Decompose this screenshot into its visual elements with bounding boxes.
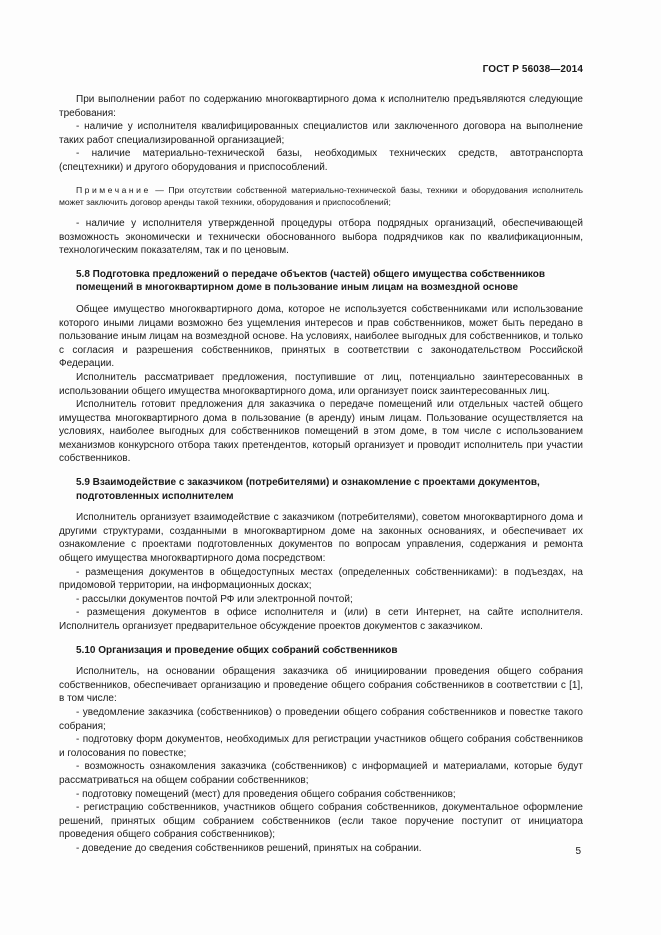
section-5-10-paragraph: Исполнитель, на основании обращения заказчика об инициировании проведения общего собрания собственников, обеспечивает организацию и проведение общего собрания собственников в соответствии с [1], в том числе: xyxy=(59,666,583,705)
intro-bullet-specialists: - наличие у исполнителя квалифицированных специалистов или заключенного договора на выполнение таких работ специализированной организацией; xyxy=(59,121,583,146)
section-5-9-bullet-office-internet: - размещения документов в офисе исполнителя и (или) в сети Интернет, на сайте исполнителя. Исполнитель организует предварительное обсуждение проектов документов с заказчиком. xyxy=(59,607,583,632)
note-dash: — xyxy=(150,184,169,195)
section-5-8-paragraph-1: Общее имущество многоквартирного дома, которое не используется собственниками или использование которого иными лицами возможно без ущемления интересов и прав собственников, может быть передано в пользование иным лицам на возмездной основе. На условиях, наиболее выгодных для собственников, и только с согласия и разрешения собственников, принятых в соответствии с законодательством Российской Федерации. xyxy=(59,303,583,370)
note-paragraph xyxy=(59,184,583,209)
section-5-8-paragraph-3: Исполнитель готовит предложения для заказчика о передаче помещений или отдельных частей общего имущества многоквартирного дома в пользование (в аренду) иным лицам. Пользование осуществляется на условиях, наиболее выгодных для собственников помещений в этом доме, в том числе с использованием механизмов конкурсного отбора таких претендентов, который организует и проводит исполнитель при участии собственников. xyxy=(59,399,583,465)
section-5-9-bullet-public-places: - размещения документов в общедоступных местах (определенных собственниками): в подъездах, на придомовой территории, на информационных досках; xyxy=(59,566,583,592)
section-5-10-bullet-premises: - подготовку помещений (мест) для проведения общего собрания собственников; xyxy=(76,788,456,800)
document-body xyxy=(59,93,583,856)
section-5-10-bullet-forms: - подготовку форм документов, необходимых для регистрации участников общего собрания собственников и голосования по повестке; xyxy=(59,734,583,759)
section-5-8-paragraph-2: Исполнитель рассматривает предложения, поступившие от лиц, потенциально заинтересованных в использовании общего имущества многоквартирного дома, или организует поиск заинтересованных лиц. xyxy=(59,371,583,397)
page-number: 5 xyxy=(575,846,581,857)
standard-code: ГОСТ Р 56038—2014 xyxy=(482,64,583,75)
section-5-9-bullet-mail: - рассылки документов почтой РФ или электронной почтой; xyxy=(76,593,353,605)
note-label: Примечание xyxy=(76,184,151,195)
section-5-9-title: 5.9 Взаимодействие с заказчиком (потребителями) и ознакомление с проектами документов, подготовленных исполнителем xyxy=(76,477,540,502)
intro-bullet-procedure: - наличие у исполнителя утвержденной процедуры отбора подрядных организаций, обеспечивающей возможность экономически и технически обоснованного выбора подрядчиков как по квалификационным, технологическим показателям, так и по ценовым. xyxy=(59,217,583,257)
section-5-10-bullet-decisions: - доведение до сведения собственников решений, принятых на собрании. xyxy=(76,842,422,854)
section-5-10-title: 5.10 Организация и проведение общих собраний собственников xyxy=(76,644,398,656)
note-text: При отсутствии собственной материально-технической базы, техники и оборудования исполнитель может заключить договор аренды такой техники, оборудования и приспособлений; xyxy=(59,184,584,207)
section-5-9-paragraph: Исполнитель организует взаимодействие с заказчиком (потребителями), советом многоквартирного дома и другими структурами, созданными в многоквартирном доме на законных основаниях, и обеспечивает их ознакомление с проектами подготовленных документов по вопросам управления, содержания и ремонта общего имущества многоквартирного дома посредством: xyxy=(59,512,583,565)
intro-bullet-equipment: - наличие материально-технической базы, необходимых технических средств, автотранспорта (спецтехники) и другого оборудования и приспособлений. xyxy=(59,148,583,173)
section-5-10-bullet-notification: - уведомление заказчика (собственников) о проведении общего собрания собственников и повестке такого собрания; xyxy=(59,706,583,732)
intro-paragraph: При выполнении работ по содержанию многоквартирного дома к исполнителю предъявляются следующие требования: xyxy=(59,94,583,119)
section-5-10-bullet-registration: - регистрацию собственников, участников общего собрания собственников, документальное оформление решений, принятых общим собранием собственников (если такое поручение поступит от инициатора проведения общего собрания собственников); xyxy=(59,802,583,841)
section-5-8-title: 5.8 Подготовка предложений о передаче объектов (частей) общего имущества собственников помещений в многоквартирном доме в пользование иным лицам на возмездной основе xyxy=(76,268,546,294)
section-5-10-bullet-materials: - возможность ознакомления заказчика (собственников) с информацией и материалами, которые будут рассматриваться на общем собрании собственников; xyxy=(59,761,583,786)
